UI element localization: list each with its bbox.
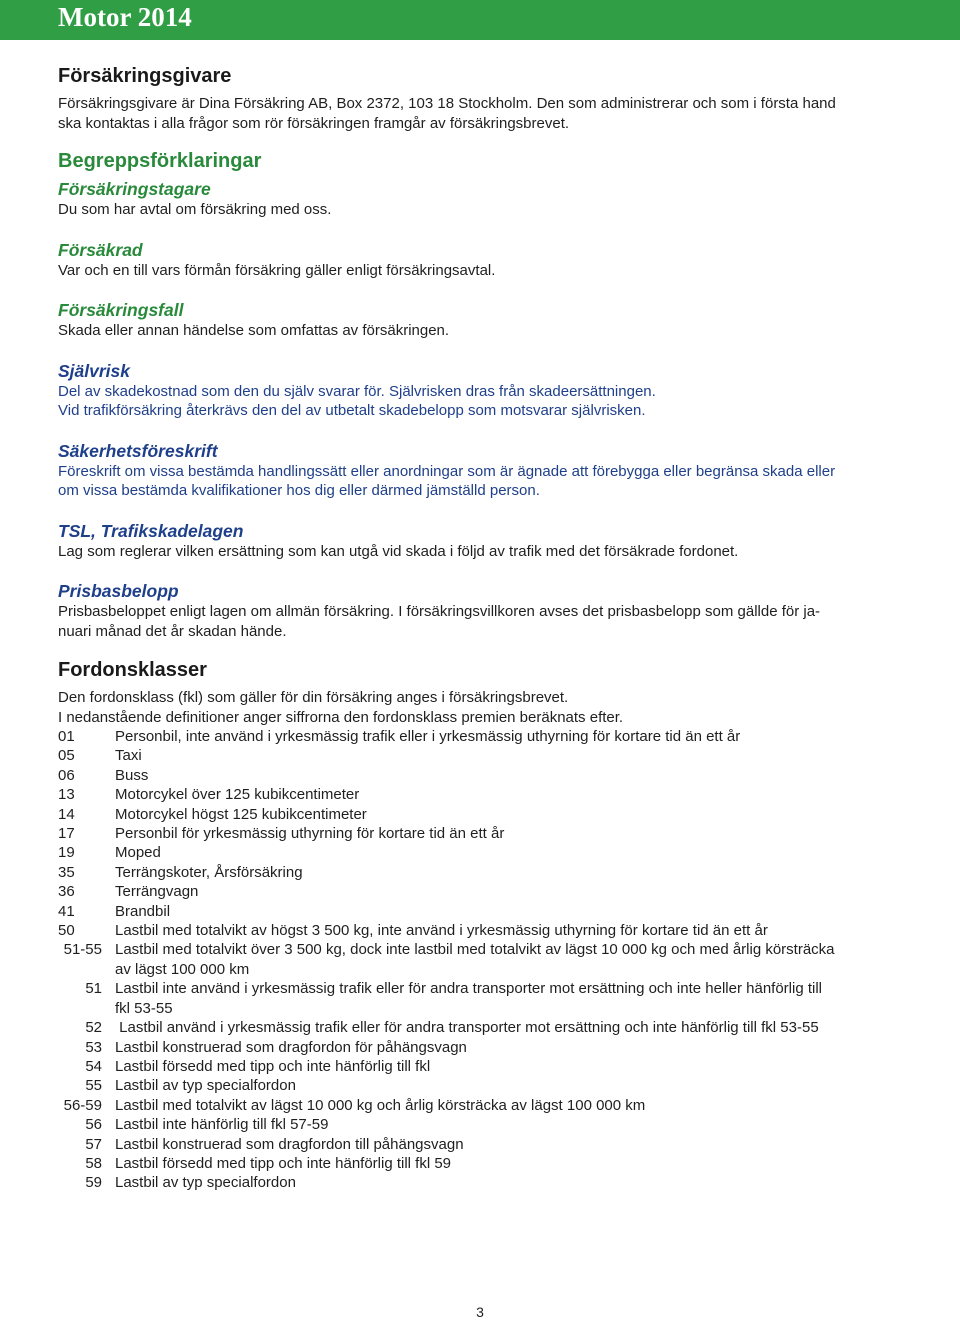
vehicle-class-description [115, 1018, 908, 1037]
vehicle-class-item [58, 1154, 908, 1173]
page-content [58, 64, 908, 1193]
definition-text: Lag som reglerar vilken ersättning som kan utgå vid skada i följd av trafik med det försäkrade fordonet. [58, 542, 739, 560]
vehicle-class-description-text: Lastbil försedd med tipp och inte hänförlig till fkl [115, 1057, 431, 1075]
vehicle-classes-intro: I nedanstående definitioner anger siffrorna den fordonsklass premien beräknats efter. [58, 708, 624, 726]
definition-text: Du som har avtal om försäkring med oss. [58, 201, 332, 218]
header-bar [0, 0, 960, 40]
vehicle-class-description-text: Lastbil med totalvikt av lägst 10 000 kg och årlig körsträcka av lägst 100 000 km [115, 1096, 646, 1114]
vehicle-class-code: 19 [58, 844, 75, 862]
vehicle-class-description-text: Buss [115, 766, 149, 784]
vehicle-class-description-text: Terrängskoter, Årsförsäkring [115, 863, 303, 881]
definition-text: Skada eller annan händelse som omfattas av försäkringen. [58, 322, 450, 339]
vehicle-class-item [58, 1076, 908, 1095]
vehicle-class-description [115, 843, 908, 862]
vehicle-class-list [58, 727, 908, 1193]
vehicle-class-code: 14 [58, 805, 75, 823]
vehicle-class-code: 51-55 [63, 941, 102, 959]
vehicle-class-description [115, 1135, 908, 1154]
vehicle-class-code: 50 [58, 922, 75, 940]
definition-term: Självrisk [58, 360, 130, 381]
vehicle-class-item [58, 882, 908, 901]
vehicle-class-description [115, 746, 908, 765]
vehicle-class-item [58, 1018, 908, 1037]
definitions-heading: Begreppsförklaringar [58, 150, 262, 172]
definition-text: Var och en till vars förmån försäkring gäller enligt försäkringsavtal. [58, 261, 496, 279]
insurer-section [58, 64, 908, 133]
definition-term: TSL, Trafikskadelagen [58, 520, 244, 541]
definition-text: Prisbasbeloppet enligt lagen om allmän försäkring. I försäkringsvillkoren avses det prisbasbelopp som gällde för ja- [58, 603, 821, 620]
definitions-section [58, 149, 908, 641]
vehicle-class-description-text: Brandbil [115, 902, 171, 920]
insurer-line-2: ska kontaktas i alla frågor som rör försäkringen framgår av försäkringsbrevet. [58, 114, 570, 132]
vehicle-class-description [115, 785, 908, 804]
vehicle-class-code: 36 [58, 883, 75, 901]
definition-term: Säkerhetsföreskrift [58, 440, 218, 461]
vehicle-class-description [115, 882, 908, 901]
vehicle-class-description [115, 1076, 908, 1095]
vehicle-class-description-text: Lastbil av typ specialfordon [115, 1077, 296, 1095]
definition-text: Föreskrift om vissa bestämda handlingssätt eller anordningar som är ägnade att förebygga eller begränsa skada eller [58, 462, 836, 480]
insurer-heading: Försäkringsgivare [58, 65, 232, 87]
vehicle-class-description-text: Motorcykel högst 125 kubikcentimeter [115, 805, 367, 823]
definition-forsakringsfall [58, 299, 908, 341]
definition-forsakringstagare [58, 178, 908, 220]
vehicle-class-description [115, 940, 908, 979]
vehicle-class-code: 59 [85, 1174, 102, 1192]
vehicle-class-item [58, 727, 908, 746]
vehicle-class-item [58, 824, 908, 843]
vehicle-class-item [58, 1135, 908, 1154]
vehicle-class-item [58, 843, 908, 862]
vehicle-class-description-continuation: av lägst 100 000 km [115, 960, 250, 978]
vehicle-class-item [58, 940, 908, 979]
definition-sakerhetsforeskrift [58, 440, 908, 501]
vehicle-class-description-text: Personbil för yrkesmässig uthyrning för kortare tid än ett år [115, 825, 505, 843]
page-number: 3 [476, 1304, 484, 1320]
vehicle-class-description-text: Lastbil använd i yrkesmässig trafik eller för andra transporter mot ersättning och inte hänförlig till fkl 53-55 [115, 1019, 819, 1037]
vehicle-class-code: 57 [85, 1135, 102, 1153]
vehicle-class-description [115, 1057, 908, 1076]
vehicle-class-description [115, 766, 908, 785]
vehicle-class-description-text: Lastbil av typ specialfordon [115, 1174, 296, 1192]
vehicle-class-code: 55 [85, 1077, 102, 1095]
vehicle-class-description [115, 1038, 908, 1057]
vehicle-class-code: 01 [58, 728, 75, 745]
vehicle-class-code: 56 [85, 1116, 102, 1134]
vehicle-class-item [58, 1173, 908, 1192]
definition-text: om vissa bestämda kvalifikationer hos dig eller därmed jämställd person. [58, 482, 540, 499]
definition-term: Försäkringstagare [58, 179, 211, 199]
vehicle-class-code: 52 [85, 1019, 102, 1037]
vehicle-class-item [58, 921, 908, 940]
vehicle-class-description [115, 1115, 908, 1134]
vehicle-class-description [115, 805, 908, 824]
definition-text: Vid trafikförsäkring återkrävs den del av utbetalt skadebelopp som motsvarar självrisken. [58, 402, 646, 419]
vehicle-class-description-text: Personbil, inte använd i yrkesmässig trafik eller i yrkesmässig uthyrning för kortare tid än ett år [115, 728, 741, 745]
definition-sjalvrisk [58, 360, 908, 421]
vehicle-classes-section [58, 658, 908, 1193]
vehicle-class-description-text: Lastbil inte hänförlig till fkl 57-59 [115, 1116, 329, 1134]
vehicle-classes-heading: Fordonsklasser [58, 659, 207, 681]
vehicle-class-description-text: Lastbil konstruerad som dragfordon till påhängsvagn [115, 1135, 464, 1153]
vehicle-class-code: 56-59 [63, 1096, 102, 1114]
vehicle-class-code: 35 [58, 863, 75, 881]
vehicle-class-description-text: Motorcykel över 125 kubikcentimeter [115, 786, 360, 804]
definition-term: Försäkrad [58, 239, 143, 260]
definition-term: Försäkringsfall [58, 300, 184, 320]
document-title: Motor 2014 [58, 2, 192, 32]
vehicle-class-description-text: Terrängvagn [115, 883, 199, 901]
vehicle-class-description [115, 1154, 908, 1173]
vehicle-class-code: 53 [85, 1038, 102, 1056]
definition-text: nuari månad det år skadan hände. [58, 622, 287, 640]
vehicle-class-description-text: Lastbil med totalvikt av högst 3 500 kg, inte använd i yrkesmässig uthyrning för kortare tid än ett år [115, 922, 768, 940]
vehicle-class-description [115, 902, 908, 921]
vehicle-class-item [58, 785, 908, 804]
vehicle-class-code: 41 [58, 902, 75, 920]
vehicle-class-item [58, 746, 908, 765]
vehicle-class-code: 54 [85, 1057, 102, 1075]
definition-forsakrad [58, 239, 908, 281]
vehicle-class-description [115, 1173, 908, 1192]
definition-tsl [58, 520, 908, 562]
vehicle-class-description [115, 863, 908, 882]
vehicle-class-description [115, 1096, 908, 1115]
vehicle-class-description-text: Moped [115, 844, 161, 862]
vehicle-class-item [58, 1115, 908, 1134]
vehicle-class-description-text: Lastbil med totalvikt över 3 500 kg, dock inte lastbil med totalvikt av lägst 10 000 kg och med årlig körsträcka [115, 941, 835, 959]
vehicle-class-item [58, 979, 908, 1018]
definition-text: Del av skadekostnad som den du själv svarar för. Självrisken dras från skadeersättningen. [58, 382, 656, 400]
vehicle-class-item [58, 1057, 908, 1076]
vehicle-class-description [115, 824, 908, 843]
vehicle-class-description [115, 921, 908, 940]
definition-prisbasbelopp [58, 580, 908, 641]
vehicle-class-description-text: Taxi [115, 747, 142, 765]
vehicle-class-description-text: Lastbil försedd med tipp och inte hänförlig till fkl 59 [115, 1154, 452, 1172]
vehicle-class-code: 51 [85, 980, 102, 998]
vehicle-class-item [58, 863, 908, 882]
vehicle-class-description [115, 979, 908, 1018]
vehicle-class-item [58, 766, 908, 785]
vehicle-class-description-text: Lastbil konstruerad som dragfordon för påhängsvagn [115, 1038, 467, 1056]
vehicle-class-item [58, 1096, 908, 1115]
vehicle-class-item [58, 805, 908, 824]
vehicle-class-item [58, 1038, 908, 1057]
vehicle-classes-intro: Den fordonsklass (fkl) som gäller för din försäkring anges i försäkringsbrevet. [58, 689, 569, 706]
definition-term: Prisbasbelopp [58, 581, 179, 601]
vehicle-class-description-continuation: fkl 53-55 [115, 999, 173, 1017]
vehicle-class-description-text: Lastbil inte använd i yrkesmässig trafik eller för andra transporter mot ersättning och inte heller hänförlig till [115, 980, 823, 998]
vehicle-class-code: 58 [85, 1154, 102, 1172]
vehicle-class-code: 06 [58, 766, 75, 784]
vehicle-class-item [58, 902, 908, 921]
insurer-line-1: Försäkringsgivare är Dina Försäkring AB, Box 2372, 103 18 Stockholm. Den som administrerar och som i första hand [58, 95, 836, 112]
vehicle-class-code: 13 [58, 786, 75, 804]
vehicle-class-code: 05 [58, 747, 75, 765]
vehicle-class-code: 17 [58, 825, 75, 843]
vehicle-class-description [115, 727, 908, 746]
